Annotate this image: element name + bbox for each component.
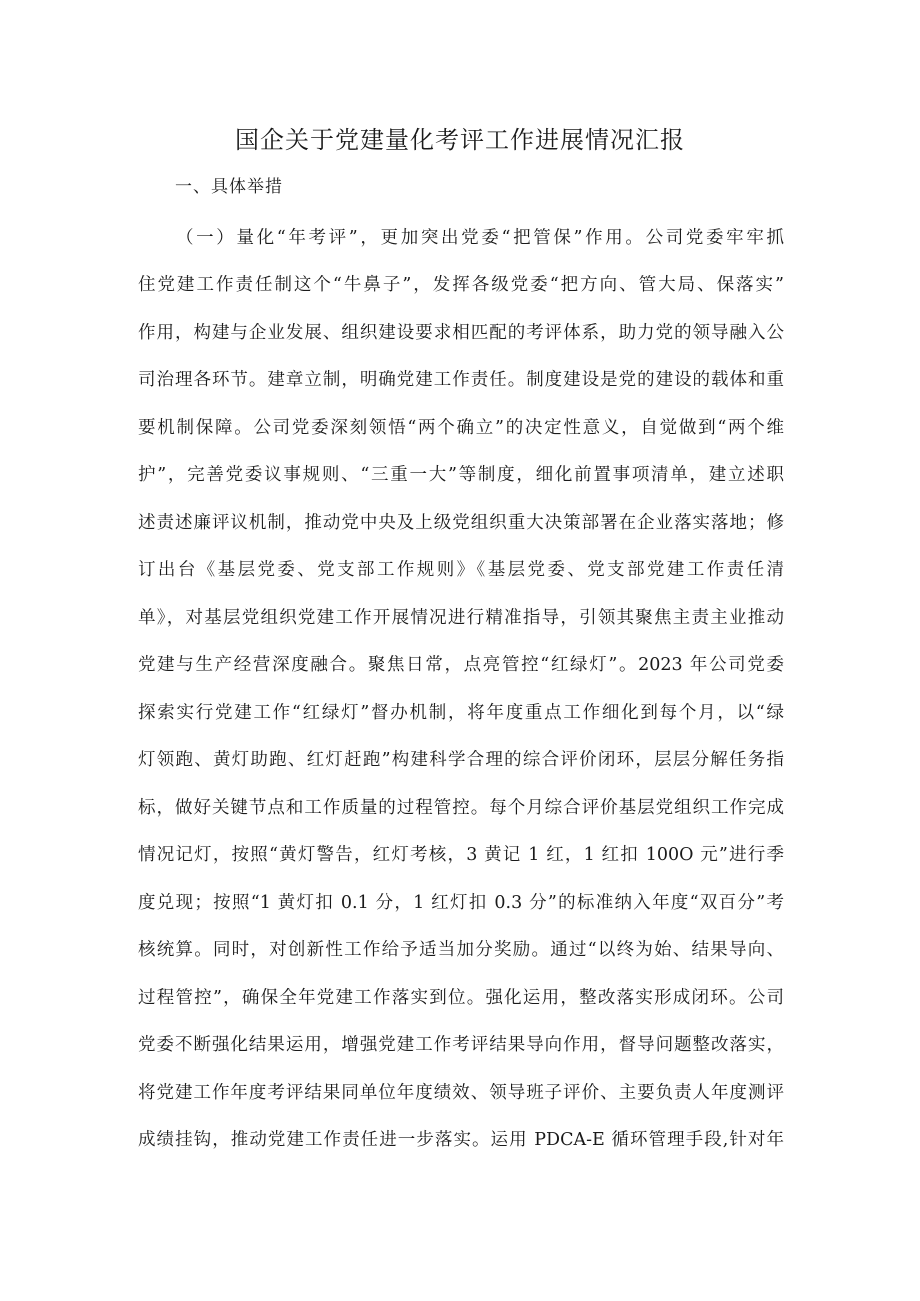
paragraph-line: 党建与生产经营深度融合。聚焦日常，点亮管控“红绿灯”。2023 年公司党委 <box>138 655 784 675</box>
paragraph-line: 党委不断强化结果运用，增强党建工作考评结果导向作用，督导问题整改落实， <box>138 1035 784 1055</box>
paragraph-line: 标，做好关键节点和工作质量的过程管控。每个月综合评价基层党组织工作完成 <box>138 798 784 818</box>
paragraph-line: 作用，构建与企业发展、组织建设要求相匹配的考评体系，助力党的领导融入公 <box>138 323 784 343</box>
paragraph-line: 订出台《基层党委、党支部工作规则》《基层党委、党支部党建工作责任清 <box>138 560 784 580</box>
paragraph-line: 护”，完善党委议事规则、“三重一大”等制度，细化前置事项清单，建立述职 <box>138 465 784 485</box>
paragraph-line: 司治理各环节。建章立制，明确党建工作责任。制度建设是党的建设的载体和重 <box>138 370 784 390</box>
paragraph-line: 将党建工作年度考评结果同单位年度绩效、领导班子评价、主要负责人年度测评 <box>138 1083 784 1103</box>
document-title: 国企关于党建量化考评工作进展情况汇报 <box>235 126 685 154</box>
paragraph-line: 单》，对基层党组织党建工作开展情况进行精准指导，引领其聚焦主责主业推动 <box>138 608 784 628</box>
paragraph-line: 成绩挂钩，推动党建工作责任进一步落实。运用 PDCA-E 循环管理手段,针对年 <box>138 1130 784 1150</box>
paragraph-line: 要机制保障。公司党委深刻领悟“两个确立”的决定性意义，自觉做到“两个维 <box>138 418 784 438</box>
paragraph-line: （一）量化“年考评”，更加突出党委“把管保”作用。公司党委牢牢抓 <box>176 228 784 248</box>
section-heading: 一、具体举措 <box>175 177 283 197</box>
paragraph-line: 情况记灯，按照“黄灯警告，红灯考核，3 黄记 1 红，1 红扣 100O 元”进行季 <box>138 845 784 865</box>
paragraph-line: 探索实行党建工作“红绿灯”督办机制，将年度重点工作细化到每个月，以“绿 <box>138 703 784 723</box>
paragraph-line: 核统算。同时，对创新性工作给予适当加分奖励。通过“以终为始、结果导向、 <box>138 940 784 960</box>
paragraph-line: 住党建工作责任制这个“牛鼻子”，发挥各级党委“把方向、管大局、保落实” <box>138 275 784 295</box>
paragraph-line: 述责述廉评议机制，推动党中央及上级党组织重大决策部署在企业落实落地；修 <box>138 513 784 533</box>
paragraph-line: 灯领跑、黄灯助跑、红灯赶跑”构建科学合理的综合评价闭环，层层分解任务指 <box>138 750 784 770</box>
paragraph-line: 度兑现；按照“1 黄灯扣 0.1 分，1 红灯扣 0.3 分”的标准纳入年度“双百分”考 <box>138 893 784 913</box>
paragraph-line: 过程管控”，确保全年党建工作落实到位。强化运用，整改落实形成闭环。公司 <box>138 988 784 1008</box>
